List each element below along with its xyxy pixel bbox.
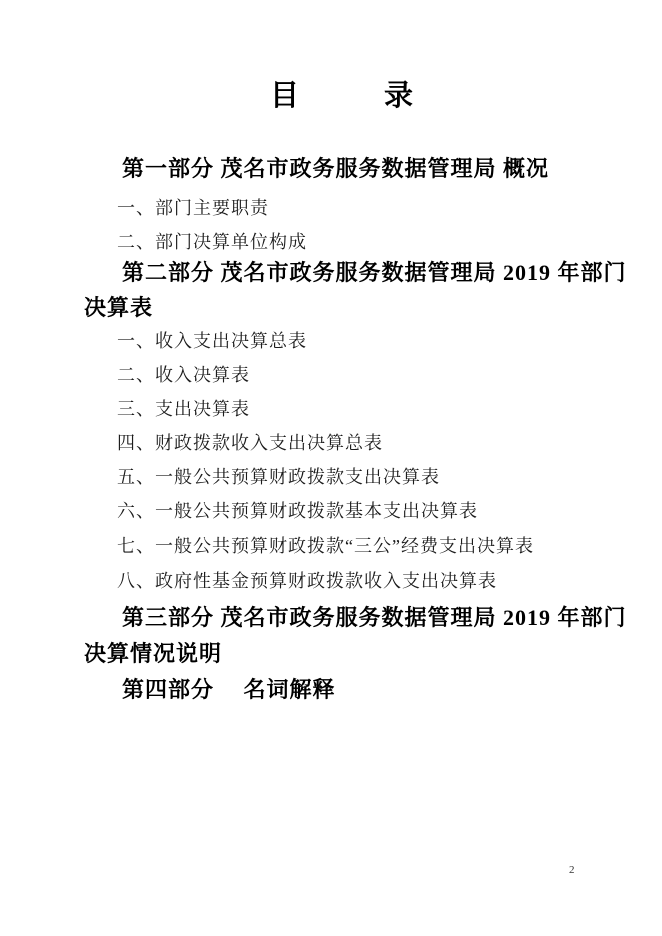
part3-heading-line1: 第三部分 茂名市政务服务数据管理局 2019 年部门 — [122, 605, 627, 630]
toc-title-char-1: 目 — [270, 80, 300, 112]
toc-item-part2-8: 八、政府性基金预算财政拨款收入支出决算表 — [117, 571, 497, 591]
toc-item-part2-4: 四、财政拨款收入支出决算总表 — [117, 433, 383, 453]
toc-item-part2-7: 七、一般公共预算财政拨款“三公”经费支出决算表 — [117, 536, 534, 556]
part4-heading: 第四部分 名词解释 — [122, 677, 336, 702]
toc-item-part2-1: 一、收入支出决算总表 — [117, 331, 307, 351]
part3-heading-line2: 决算情况说明 — [84, 641, 223, 666]
toc-item-part1-1: 一、部门主要职责 — [117, 198, 269, 218]
toc-item-part2-6: 六、一般公共预算财政拨款基本支出决算表 — [117, 501, 478, 521]
toc-item-part2-3: 三、支出决算表 — [117, 399, 250, 419]
toc-title-char-2: 录 — [384, 80, 414, 112]
part1-heading: 第一部分 茂名市政务服务数据管理局 概况 — [122, 156, 550, 181]
part2-heading-line1: 第二部分 茂名市政务服务数据管理局 2019 年部门 — [122, 260, 627, 285]
part2-heading-line2: 决算表 — [84, 295, 154, 320]
toc-title — [270, 81, 413, 111]
toc-item-part1-2: 二、部门决算单位构成 — [117, 232, 307, 252]
toc-item-part2-2: 二、收入决算表 — [117, 365, 250, 385]
toc-item-part2-5: 五、一般公共预算财政拨款支出决算表 — [117, 467, 440, 487]
page-number: 2 — [569, 864, 575, 876]
